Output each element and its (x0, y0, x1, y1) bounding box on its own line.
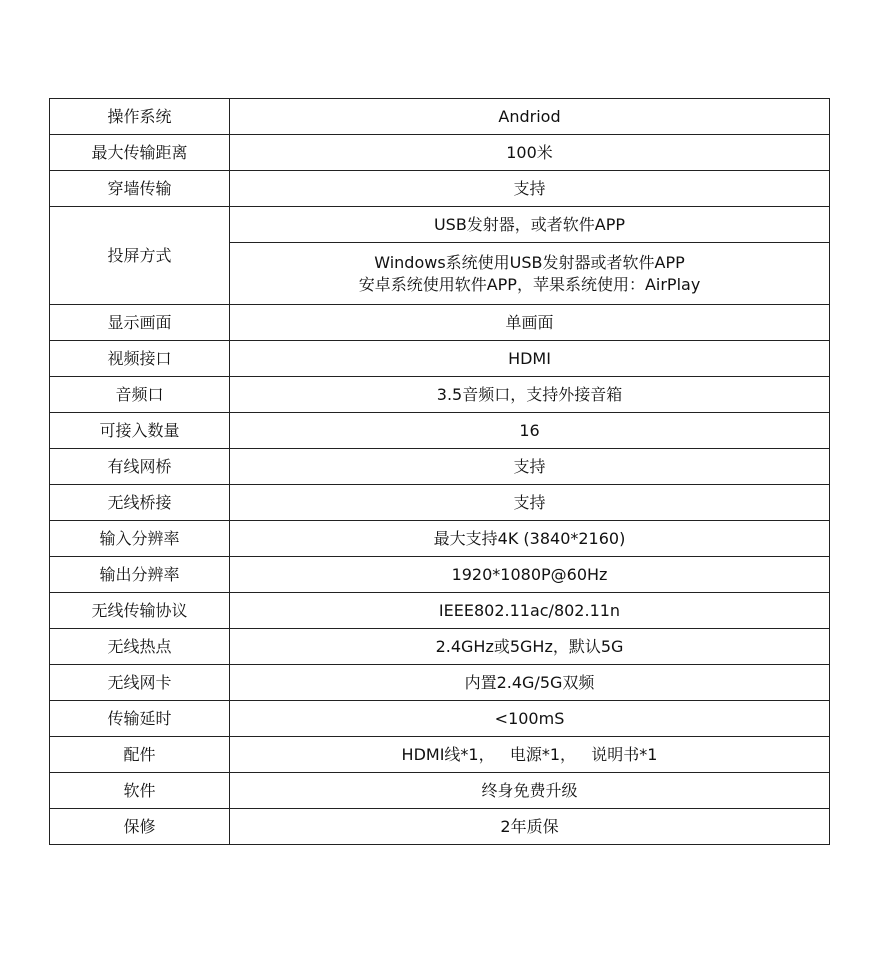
row-value: 最大支持4K (3840*2160) (230, 521, 830, 557)
table-row (50, 341, 830, 377)
row-label: 无线网卡 (50, 665, 230, 701)
row-label: 投屏方式 (50, 207, 230, 305)
row-label: 显示画面 (50, 305, 230, 341)
row-label: 可接入数量 (50, 413, 230, 449)
row-label: 穿墙传输 (50, 171, 230, 207)
table-row (50, 207, 830, 243)
row-value: 单画面 (230, 305, 830, 341)
table-row (50, 485, 830, 521)
table-row (50, 593, 830, 629)
table-row (50, 809, 830, 845)
spec-table-body (50, 99, 830, 845)
row-label: 无线传输协议 (50, 593, 230, 629)
row-value: IEEE802.11ac/802.11n (230, 593, 830, 629)
row-value: 16 (230, 413, 830, 449)
table-row (50, 413, 830, 449)
row-value: USB发射器，或者软件APP (230, 207, 830, 243)
row-label: 软件 (50, 773, 230, 809)
table-row (50, 135, 830, 171)
row-value: 100米 (230, 135, 830, 171)
table-row (50, 737, 830, 773)
table-row (50, 449, 830, 485)
row-value: 1920*1080P@60Hz (230, 557, 830, 593)
row-label: 操作系统 (50, 99, 230, 135)
row-value-line: Windows系统使用USB发射器或者软件APP (374, 252, 685, 272)
table-row (50, 171, 830, 207)
spec-table (49, 98, 830, 845)
row-value: 2年质保 (230, 809, 830, 845)
row-value: 终身免费升级 (230, 773, 830, 809)
row-value: <100mS (230, 701, 830, 737)
row-value-multiline (230, 243, 830, 305)
row-value: 2.4GHz或5GHz，默认5G (230, 629, 830, 665)
row-label: 最大传输距离 (50, 135, 230, 171)
table-row (50, 773, 830, 809)
row-value: HDMI (230, 341, 830, 377)
row-value: 支持 (230, 449, 830, 485)
row-label: 视频接口 (50, 341, 230, 377)
table-row (50, 377, 830, 413)
table-row (50, 557, 830, 593)
row-value: 内置2.4G/5G双频 (230, 665, 830, 701)
row-label: 配件 (50, 737, 230, 773)
row-label: 无线热点 (50, 629, 230, 665)
row-value: 支持 (230, 171, 830, 207)
row-label: 传输延时 (50, 701, 230, 737)
row-label: 保修 (50, 809, 230, 845)
row-value: 3.5音频口，支持外接音箱 (230, 377, 830, 413)
row-value: 支持 (230, 485, 830, 521)
row-label: 输出分辨率 (50, 557, 230, 593)
row-value-line: 安卓系统使用软件APP，苹果系统使用：AirPlay (358, 274, 701, 294)
row-value: HDMI线*1， 电源*1， 说明书*1 (230, 737, 830, 773)
table-row (50, 521, 830, 557)
row-label: 输入分辨率 (50, 521, 230, 557)
table-row (50, 99, 830, 135)
table-row (50, 665, 830, 701)
table-row (50, 305, 830, 341)
row-label: 有线网桥 (50, 449, 230, 485)
table-row (50, 629, 830, 665)
table-row (50, 701, 830, 737)
row-label: 音频口 (50, 377, 230, 413)
row-label: 无线桥接 (50, 485, 230, 521)
row-value: Andriod (230, 99, 830, 135)
